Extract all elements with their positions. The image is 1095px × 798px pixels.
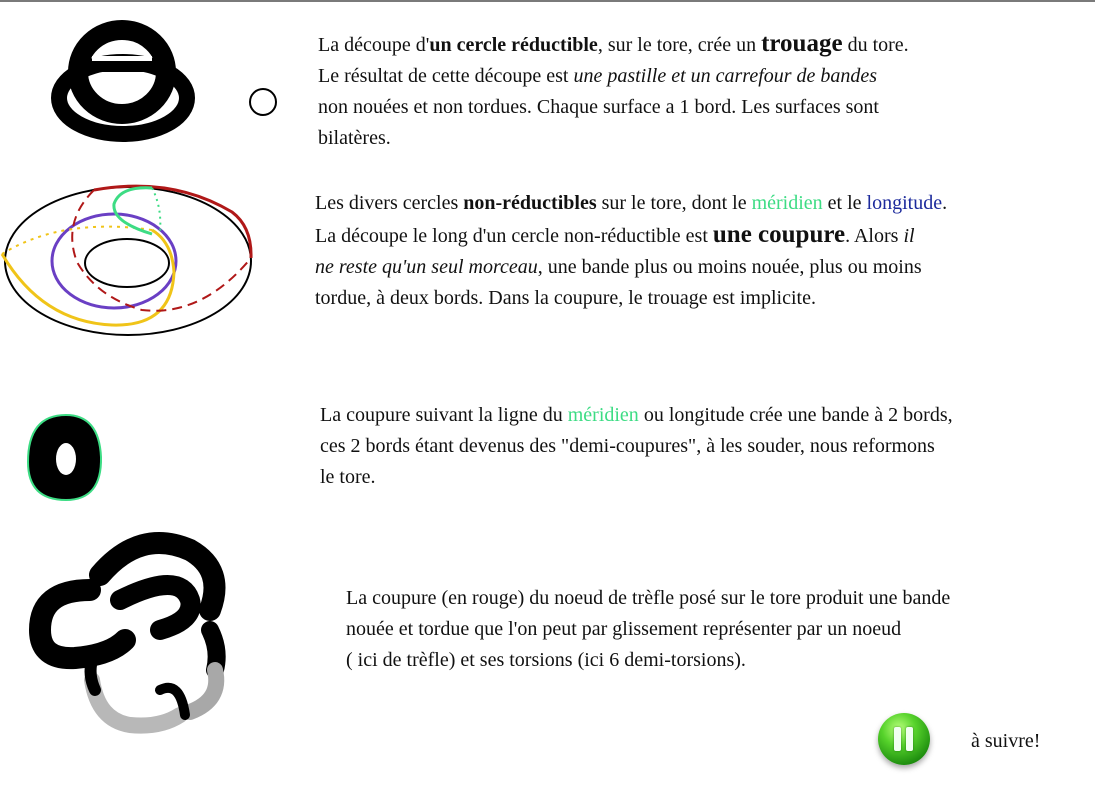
section4-text bbox=[346, 583, 950, 676]
s2-l2b: une coupure bbox=[712, 221, 846, 248]
s1-l3: non nouées et non tordues. Chaque surface a 1 bord. Les surfaces sont bbox=[318, 96, 879, 118]
s2-meridien: méridien bbox=[751, 192, 823, 214]
s2-l1b: non-réductibles bbox=[463, 192, 597, 214]
s3-l2: ces 2 bords étant devenus des "demi-coupures", à les souder, nous reformons bbox=[320, 435, 935, 457]
s2-longitude: longitude bbox=[866, 192, 943, 214]
s4-l3: ( ici de trèfle) et ses torsions (ici 6 demi-torsions). bbox=[346, 649, 746, 671]
top-border bbox=[0, 0, 1095, 2]
torus-reducible-cut-figure bbox=[48, 14, 208, 144]
s2-l1c: sur le tore, dont le bbox=[596, 192, 752, 214]
s3-l1c: ou longitude crée une bande à 2 bords, bbox=[638, 404, 953, 426]
pause-icon[interactable] bbox=[878, 713, 930, 765]
next-label[interactable]: à suivre! bbox=[971, 730, 1041, 752]
s2-l2a: La découpe le long d'un cercle non-réductible est bbox=[315, 225, 713, 247]
s2-l1e: et le bbox=[822, 192, 867, 214]
s2-l2c: . Alors bbox=[845, 225, 904, 247]
s4-l1: La coupure (en rouge) du noeud de trèfle posé sur le tore produit une bande bbox=[346, 587, 951, 609]
s2-l1a: Les divers cercles bbox=[315, 192, 464, 214]
s2-l2d: il bbox=[903, 225, 915, 247]
s1-l1c: , sur le tore, crée un bbox=[597, 34, 762, 56]
trefoil-knot-band-figure bbox=[30, 530, 230, 740]
s1-l1d: trouage bbox=[761, 30, 843, 57]
meridian-band-figure bbox=[24, 412, 114, 512]
s2-l4: tordue, à deux bords. Dans la coupure, le trouage est implicite. bbox=[315, 287, 816, 309]
s2-l3b: , une bande plus ou moins nouée, plus ou moins bbox=[537, 256, 922, 278]
section1-text bbox=[318, 28, 909, 154]
s3-l3: le tore. bbox=[320, 466, 376, 488]
s1-l4: bilatères. bbox=[318, 127, 391, 149]
small-circle-disc bbox=[248, 87, 280, 119]
torus-nonreducible-circles-figure bbox=[2, 182, 262, 342]
s2-l1g: . bbox=[942, 192, 948, 214]
s2-l3a: ne reste qu'un seul morceau bbox=[315, 256, 538, 278]
s1-l2a: Le résultat de cette découpe est bbox=[318, 65, 574, 87]
s1-l1e: du tore. bbox=[842, 34, 909, 56]
section3-text bbox=[320, 400, 953, 493]
s4-l2: nouée et tordue que l'on peut par glissement représenter par un noeud bbox=[346, 618, 902, 640]
s3-meridien: méridien bbox=[567, 404, 639, 426]
s1-l2b: une pastille et un carrefour de bandes bbox=[573, 65, 878, 87]
s1-l1a: La découpe d' bbox=[318, 34, 430, 56]
section2-text bbox=[315, 188, 947, 314]
s3-l1a: La coupure suivant la ligne du bbox=[320, 404, 568, 426]
s1-l1b: un cercle réductible bbox=[429, 34, 598, 56]
